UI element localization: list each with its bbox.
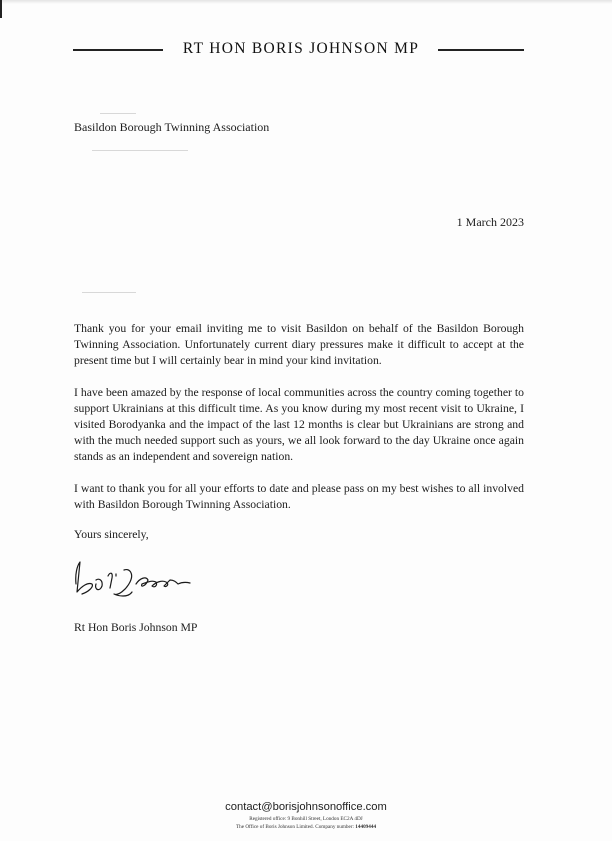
body-paragraph: I want to thank you for all your efforts to date and please pass on my best wishes to all involved with Basildon Borough Twinning Association. [74,482,524,511]
company-info [0,823,612,831]
letter-date: 1 March 2023 [456,215,524,229]
letterhead-rule-right [438,49,524,51]
body-paragraph: Thank you for your email inviting me to visit Basildon on behalf of the Basildon Borough Twinning Association. Unfortunately current diary pressures make it difficult to accept at the present time but I will certainly bear in mind your kind invitation. [74,322,524,367]
contact-email: contact@borisjohnsonoffice.com [225,801,387,813]
redaction-trace [100,113,136,114]
letter-body [74,321,524,529]
scan-edge-mark [0,0,2,18]
letterhead [70,38,530,60]
company-number: 14409444 [355,824,377,830]
body-paragraph: I have been amazed by the response of local communities across the country coming together to support Ukrainians at this difficult time. As you know during my most recent visit to Ukraine, I visited Borodyanka and the impact of the last 12 months is clear but Ukrainians are strong and with the much needed support such as yours, we all look forward to the day Ukraine once again stands as an independent and sovereign nation. [74,386,524,463]
company-prefix: The Office of Boris Johnson Limited. Company number: [235,824,356,830]
recipient-name: Basildon Borough Twinning Association [74,120,270,134]
redaction-trace [82,292,136,293]
scan-edge [0,0,612,4]
signatory-name: Rt Hon Boris Johnson MP [74,621,198,634]
redaction-trace [92,150,188,151]
letterhead-title: RT HON BORIS JOHNSON MP [182,40,420,57]
closing-salutation: Yours sincerely, [74,528,149,541]
registered-office: Registered office: 9 Bonhill Street, London EC2A 4DJ [249,816,363,822]
signature [66,556,226,604]
letterhead-rule-left [73,49,163,51]
footer [0,800,612,831]
